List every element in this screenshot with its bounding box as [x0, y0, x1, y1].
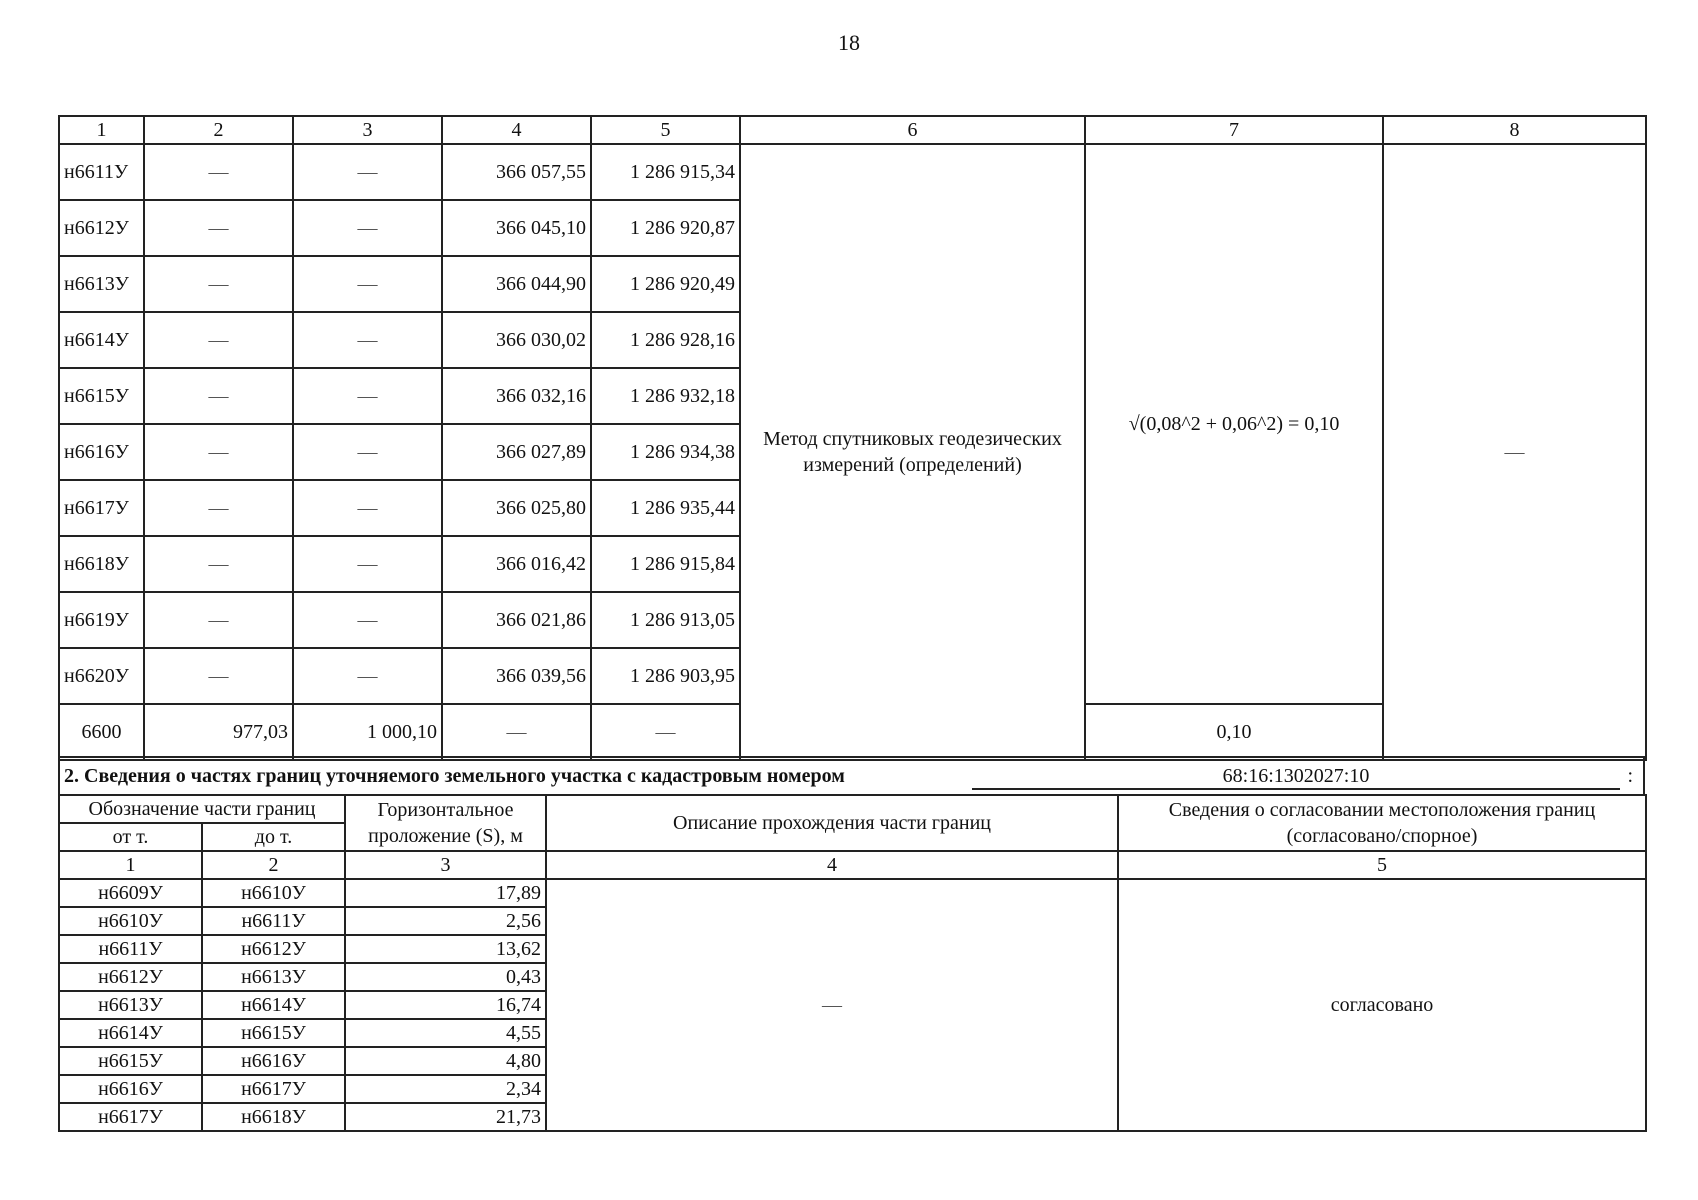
y-coordinate: 1 286 935,44	[591, 480, 740, 536]
cell-dash: —	[293, 480, 442, 536]
column-number: 5	[591, 116, 740, 144]
column-number-row	[59, 851, 1646, 879]
column-number: 1	[59, 851, 202, 879]
column-number: 5	[1118, 851, 1646, 879]
point-name: н6617У	[59, 480, 144, 536]
agreement-status: согласовано	[1118, 879, 1646, 1131]
page-number: 18	[838, 30, 860, 55]
point-name: н6619У	[59, 592, 144, 648]
to-point: н6612У	[202, 935, 345, 963]
boundary-parts-table	[58, 794, 1647, 1132]
cell-dash: —	[293, 368, 442, 424]
from-point: н6611У	[59, 935, 202, 963]
summary-value-3: 1 000,10	[293, 704, 442, 760]
summary-accuracy: 0,10	[1085, 704, 1383, 760]
column-number: 4	[442, 116, 591, 144]
x-coordinate: 366 039,56	[442, 648, 591, 704]
y-coordinate: 1 286 928,16	[591, 312, 740, 368]
x-coordinate: 366 016,42	[442, 536, 591, 592]
cell-dash: —	[144, 480, 293, 536]
column-number: 8	[1383, 116, 1646, 144]
cell-dash: —	[144, 592, 293, 648]
from-point: н6610У	[59, 907, 202, 935]
length-value: 2,56	[345, 907, 546, 935]
summary-point: 6600	[59, 704, 144, 760]
point-name: н6615У	[59, 368, 144, 424]
to-point: н6618У	[202, 1103, 345, 1131]
cell-dash: —	[591, 704, 740, 760]
to-point: н6617У	[202, 1075, 345, 1103]
column-number: 4	[546, 851, 1118, 879]
to-point: н6614У	[202, 991, 345, 1019]
length-value: 16,74	[345, 991, 546, 1019]
point-name: н6620У	[59, 648, 144, 704]
length-value: 4,55	[345, 1019, 546, 1047]
header-length: Горизонтальное проложение (S), м	[345, 795, 546, 851]
length-value: 0,43	[345, 963, 546, 991]
cell-dash: —	[293, 592, 442, 648]
cell-dash: —	[144, 256, 293, 312]
header-part: Обозначение части границ	[59, 795, 345, 823]
column-number: 1	[59, 116, 144, 144]
column-number: 7	[1085, 116, 1383, 144]
accuracy-formula: √(0,08^2 + 0,06^2) = 0,10	[1085, 144, 1383, 704]
column-8-value: —	[1383, 144, 1646, 760]
x-coordinate: 366 027,89	[442, 424, 591, 480]
point-name: н6614У	[59, 312, 144, 368]
table-row	[59, 879, 1646, 907]
cell-dash: —	[293, 256, 442, 312]
from-point: н6615У	[59, 1047, 202, 1075]
y-coordinate: 1 286 934,38	[591, 424, 740, 480]
section-title-cell	[59, 757, 1644, 795]
to-point: н6611У	[202, 907, 345, 935]
to-point: н6615У	[202, 1019, 345, 1047]
cell-dash: —	[293, 200, 442, 256]
x-coordinate: 366 032,16	[442, 368, 591, 424]
x-coordinate: 366 021,86	[442, 592, 591, 648]
point-name: н6618У	[59, 536, 144, 592]
to-point: н6616У	[202, 1047, 345, 1075]
column-number-row	[59, 116, 1646, 144]
header-agreement: Сведения о согласовании местоположения границ (согласовано/спорное)	[1118, 795, 1646, 851]
cell-dash: —	[144, 648, 293, 704]
x-coordinate: 366 025,80	[442, 480, 591, 536]
point-name: н6613У	[59, 256, 144, 312]
cell-dash: —	[144, 424, 293, 480]
cell-dash: —	[442, 704, 591, 760]
point-name: н6616У	[59, 424, 144, 480]
y-coordinate: 1 286 915,84	[591, 536, 740, 592]
header-to: до т.	[202, 823, 345, 851]
cell-dash: —	[144, 368, 293, 424]
column-number: 2	[202, 851, 345, 879]
cell-dash: —	[144, 144, 293, 200]
y-coordinate: 1 286 920,87	[591, 200, 740, 256]
title-colon: :	[1627, 765, 1633, 787]
from-point: н6614У	[59, 1019, 202, 1047]
y-coordinate: 1 286 932,18	[591, 368, 740, 424]
cell-dash: —	[144, 312, 293, 368]
coordinates-table	[58, 115, 1647, 761]
from-point: н6613У	[59, 991, 202, 1019]
cell-dash: —	[293, 424, 442, 480]
length-value: 17,89	[345, 879, 546, 907]
header-description: Описание прохождения части границ	[546, 795, 1118, 851]
length-value: 13,62	[345, 935, 546, 963]
y-coordinate: 1 286 920,49	[591, 256, 740, 312]
cell-dash: —	[144, 200, 293, 256]
point-name: н6611У	[59, 144, 144, 200]
length-value: 21,73	[345, 1103, 546, 1131]
x-coordinate: 366 057,55	[442, 144, 591, 200]
cell-dash: —	[293, 536, 442, 592]
from-point: н6617У	[59, 1103, 202, 1131]
section-2-header	[58, 756, 1645, 796]
column-number: 3	[293, 116, 442, 144]
x-coordinate: 366 030,02	[442, 312, 591, 368]
x-coordinate: 366 044,90	[442, 256, 591, 312]
column-number: 3	[345, 851, 546, 879]
from-point: н6609У	[59, 879, 202, 907]
to-point: н6610У	[202, 879, 345, 907]
header-from: от т.	[59, 823, 202, 851]
cell-dash: —	[293, 648, 442, 704]
column-number: 6	[740, 116, 1085, 144]
section-title: 2. Сведения о частях границ уточняемого земельного участка с кадастровым номером	[64, 765, 845, 787]
length-value: 4,80	[345, 1047, 546, 1075]
y-coordinate: 1 286 903,95	[591, 648, 740, 704]
cell-dash: —	[144, 536, 293, 592]
y-coordinate: 1 286 915,34	[591, 144, 740, 200]
column-number: 2	[144, 116, 293, 144]
to-point: н6613У	[202, 963, 345, 991]
table-row	[59, 144, 1646, 200]
boundary-description: —	[546, 879, 1118, 1131]
point-name: н6612У	[59, 200, 144, 256]
cadastral-number: 68:16:1302027:10	[972, 764, 1620, 790]
summary-value-2: 977,03	[144, 704, 293, 760]
length-value: 2,34	[345, 1075, 546, 1103]
from-point: н6612У	[59, 963, 202, 991]
cell-dash: —	[293, 144, 442, 200]
header-row	[59, 795, 1646, 823]
x-coordinate: 366 045,10	[442, 200, 591, 256]
cell-dash: —	[293, 312, 442, 368]
method-description: Метод спутниковых геодезических измерений (определений)	[740, 144, 1085, 760]
y-coordinate: 1 286 913,05	[591, 592, 740, 648]
from-point: н6616У	[59, 1075, 202, 1103]
